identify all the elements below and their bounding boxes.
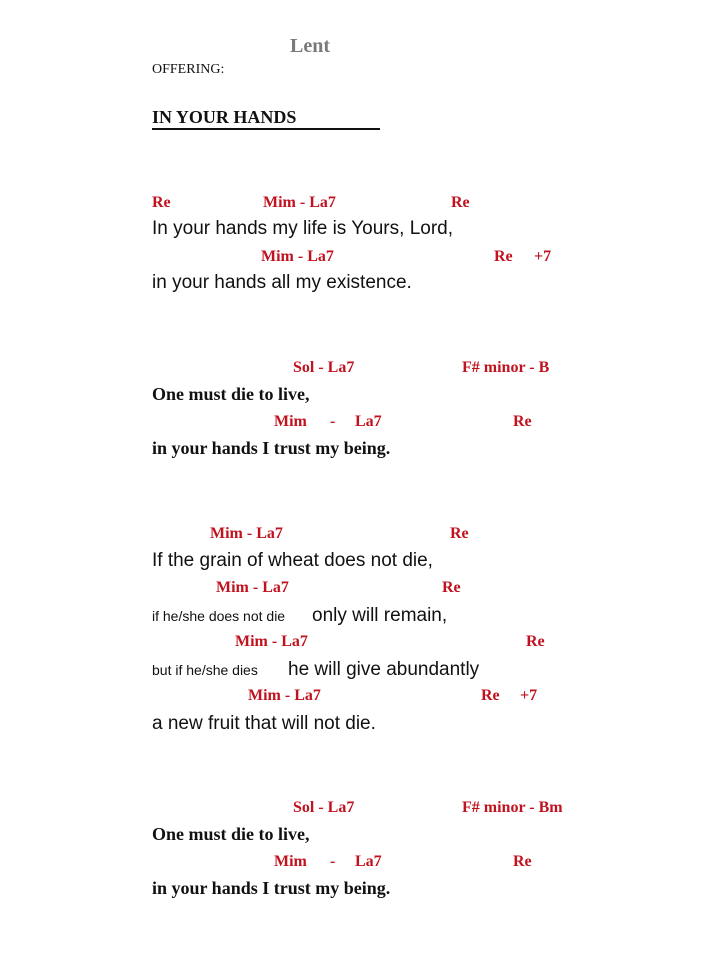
lyric-line: One must die to live, bbox=[152, 824, 310, 844]
lyric-line: a new fruit that will not die. bbox=[152, 713, 376, 734]
lyric-line: If the grain of wheat does not die, bbox=[152, 550, 433, 571]
chord: Re bbox=[451, 194, 470, 211]
chord: +7 bbox=[520, 687, 538, 704]
chord: Re bbox=[494, 248, 513, 265]
chord: - bbox=[330, 413, 336, 430]
chord: - bbox=[330, 853, 336, 870]
chord: Mim - La7 bbox=[248, 687, 321, 704]
chord: La7 bbox=[355, 413, 382, 430]
chord: Re bbox=[481, 687, 500, 704]
chord: +7 bbox=[534, 248, 552, 265]
lyric-line: only will remain, bbox=[312, 605, 448, 626]
lyric-small-text: if he/she does not die bbox=[152, 608, 286, 624]
chord: Re bbox=[513, 413, 532, 430]
chord: F# minor - Bm bbox=[462, 799, 563, 816]
lyric-small-text: but if he/she dies bbox=[152, 662, 258, 678]
chord: Mim - La7 bbox=[210, 525, 283, 542]
lyric-line: In your hands my life is Yours, Lord, bbox=[152, 218, 453, 239]
lyric-line: he will give abundantly bbox=[288, 659, 480, 680]
chord: Sol - La7 bbox=[293, 359, 355, 376]
chord: Mim bbox=[274, 853, 307, 870]
chord: Mim - La7 bbox=[261, 248, 334, 265]
chord: Re bbox=[513, 853, 532, 870]
chord: Re bbox=[450, 525, 469, 542]
chord: Mim - La7 bbox=[263, 194, 336, 211]
chord: Re bbox=[442, 579, 461, 596]
lyric-line: One must die to live, bbox=[152, 384, 310, 404]
lyric-line: in your hands I trust my being. bbox=[152, 878, 391, 898]
chord: Re bbox=[152, 194, 171, 211]
chord: Re bbox=[526, 633, 545, 650]
song-title: IN YOUR HANDS bbox=[152, 108, 380, 130]
page-title: Lent bbox=[290, 35, 330, 57]
lyric-line: in your hands all my existence. bbox=[152, 272, 412, 293]
section-label: OFFERING: bbox=[152, 62, 225, 77]
chord: Mim - La7 bbox=[216, 579, 289, 596]
chord: F# minor - B bbox=[462, 359, 550, 376]
chord: La7 bbox=[355, 853, 382, 870]
chord: Sol - La7 bbox=[293, 799, 355, 816]
chord: Mim - La7 bbox=[235, 633, 308, 650]
lyric-line: in your hands I trust my being. bbox=[152, 438, 391, 458]
chord: Mim bbox=[274, 413, 307, 430]
